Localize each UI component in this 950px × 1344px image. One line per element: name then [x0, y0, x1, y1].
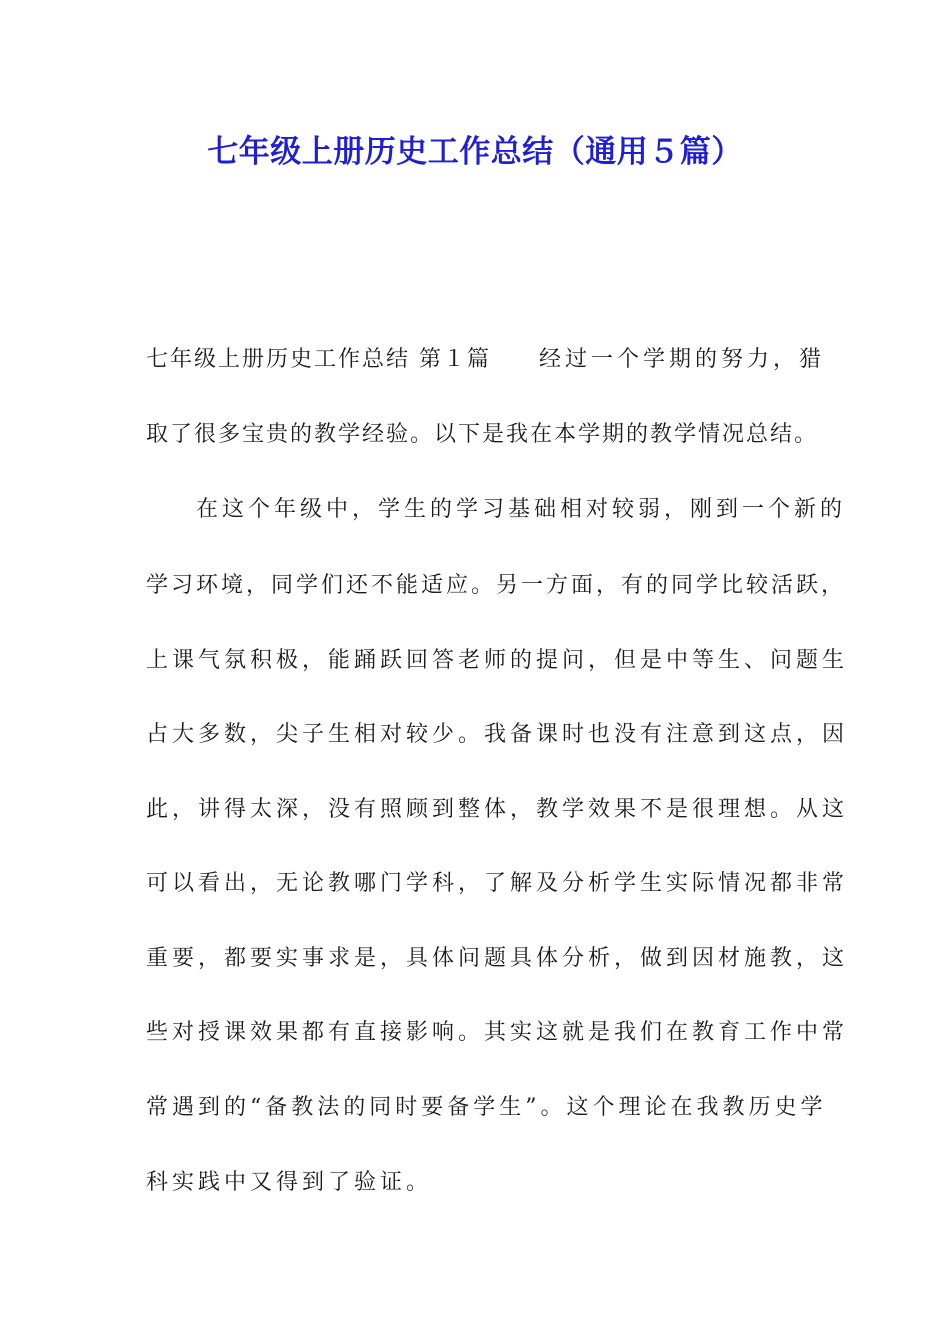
section-heading: 七年级上册历史工作总结 第１篇	[146, 347, 491, 372]
paragraph-line: 科实践中又得到了验证。	[146, 1170, 433, 1195]
paragraph-line: 重要，都要实事求是，具体问题具体分析，做到因材施教，这	[146, 946, 849, 971]
document-title: 七年级上册历史工作总结（通用５篇）	[207, 134, 743, 170]
paragraph-line: 常遇到的“备教法的同时要备学生”。这个理论在我教历史学	[146, 1095, 827, 1120]
paragraph-line	[146, 342, 825, 378]
paragraph-line: 可以看出，无论教哪门学科，了解及分析学生实际情况都非常	[146, 871, 849, 896]
paragraph-line: 取了很多宝贵的教学经验。以下是我在本学期的教学情况总结。	[146, 422, 819, 447]
paragraph-line: 上课气氛积极，能踊跃回答老师的提问，但是中等生、问题生	[146, 648, 849, 673]
paragraph-text: 经过一个学期的努力，猎	[539, 347, 826, 372]
paragraph-line: 些对授课效果都有直接影响。其实这就是我们在教育工作中常	[146, 1020, 849, 1045]
paragraph-line: 学习环境，同学们还不能适应。另一方面，有的同学比较活跃，	[146, 573, 847, 598]
paragraph-line: 占大多数，尖子生相对较少。我备课时也没有注意到这点，因	[146, 722, 849, 747]
paragraph-line: 此，讲得太深，没有照顾到整体，教学效果不是很理想。从这	[146, 797, 849, 822]
paragraph-line: 在这个年级中，学生的学习基础相对较弱，刚到一个新的	[196, 497, 847, 522]
